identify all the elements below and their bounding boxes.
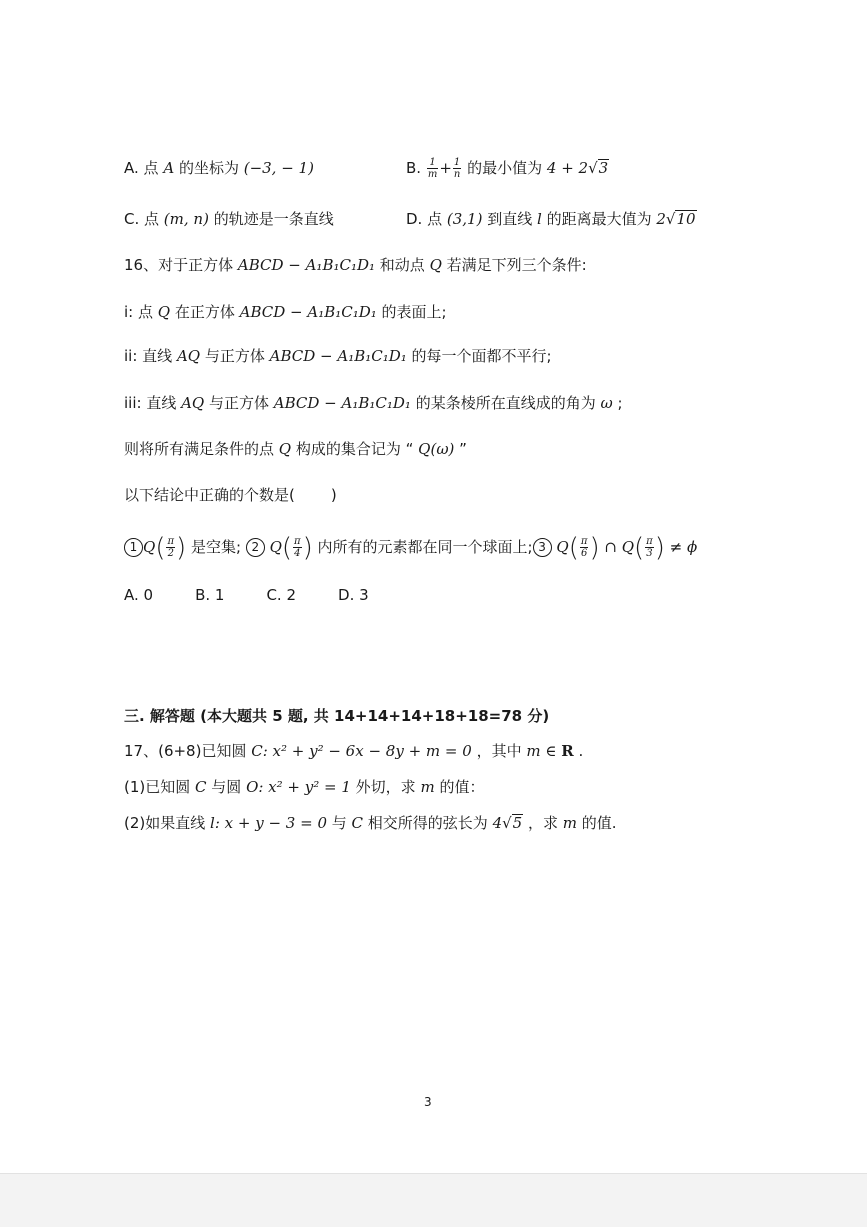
part-2-text: (2)如果直线: [124, 814, 211, 832]
condition-ii-label: ii: 直线: [124, 347, 177, 365]
sqrt-symbol: √: [588, 159, 598, 177]
left-paren: (: [155, 532, 166, 563]
fraction-pi-over-6: [580, 536, 589, 559]
choice-d: D. 3: [338, 586, 369, 604]
radicand: 10: [676, 210, 696, 228]
option-b: [406, 157, 609, 180]
statement-1-text: 是空集;: [186, 538, 246, 556]
point-3-1: (3,1): [446, 210, 483, 228]
circled-number-3: 3: [533, 538, 552, 557]
denominator: 3: [646, 548, 653, 559]
chord-length: 4: [492, 814, 503, 832]
point-a: A: [163, 159, 175, 177]
numerator: π: [580, 536, 588, 547]
radicand: 5: [512, 814, 523, 832]
option-a-text-2: 的坐标为: [174, 159, 244, 177]
q16-stem: [124, 254, 587, 276]
circle-c: C: [195, 778, 207, 796]
condition-iii-text: 与正方体: [204, 394, 274, 412]
statement-2-text: 内所有的元素都在同一个球面上;: [312, 538, 533, 556]
point-q: Q: [157, 303, 171, 321]
point-q: Q: [278, 440, 292, 458]
denominator: m: [427, 169, 438, 180]
q17-part-1: [124, 776, 484, 798]
option-c-text-2: 的轨迹是一条直线: [208, 210, 334, 228]
denominator: 6: [580, 548, 588, 559]
choice-c: C. 2: [266, 586, 297, 604]
denominator: 2: [167, 548, 174, 559]
option-a: [124, 157, 314, 179]
part-1-text-3: 外切，求: [350, 778, 421, 796]
line-aq: AQ: [176, 347, 201, 365]
condition-i-text-2: 的表面上;: [376, 303, 447, 321]
numerator: 1: [427, 157, 438, 169]
q17-stem: [124, 740, 583, 762]
variable-m: m: [526, 742, 541, 760]
set-text-3: ”: [454, 440, 467, 458]
condition-iii-text-2: 的某条棱所在直线成的角为: [410, 394, 601, 412]
point-q: Q: [556, 538, 569, 556]
option-c-label: C.: [124, 210, 145, 228]
point-q: Q: [269, 538, 282, 556]
option-d-text-2: 到直线: [482, 210, 537, 228]
choice-b: B. 1: [195, 586, 225, 604]
left-paren: (: [634, 532, 645, 563]
fraction-pi-over-3: [645, 536, 654, 559]
plus-sign: +: [439, 159, 452, 177]
numerator: π: [294, 536, 301, 547]
angle-omega: ω: [600, 394, 613, 412]
left-paren: (: [281, 532, 293, 563]
section-info: (本大题共 5 题, 共 14+14+14+18+18=78 分): [194, 707, 550, 725]
circle-o-equation: O: x² + y² = 1: [246, 778, 351, 796]
coordinate: (−3, − 1): [243, 159, 314, 177]
condition-iii-tail: ;: [612, 394, 623, 412]
q17-stem-text-2: ，其中: [471, 742, 527, 760]
left-paren: (: [568, 532, 579, 563]
q16-choices: [124, 584, 411, 606]
circled-number-2: 2: [246, 538, 265, 557]
point-q: Q: [621, 538, 635, 556]
min-value: 4 + 2: [546, 159, 589, 177]
part-1-text-2: 与圆: [206, 778, 247, 796]
variable-m: m: [562, 814, 577, 832]
not-empty: ≠ ϕ: [664, 538, 698, 556]
option-d-text: 点: [427, 210, 447, 228]
circle-c-equation: C: x² + y² − 6x − 8y + m = 0: [251, 742, 472, 760]
condition-i-text: 在正方体: [170, 303, 240, 321]
cube-name: ABCD − A₁B₁C₁D₁: [273, 394, 411, 412]
option-d-text-3: 的距离最大值为: [541, 210, 657, 228]
real-numbers: R: [561, 742, 574, 760]
q16-condition-i: [124, 301, 447, 323]
part-2-text-2: 与: [326, 814, 352, 832]
line-aq: AQ: [181, 394, 205, 412]
element-of: ∈: [540, 742, 562, 760]
set-text-2: 构成的集合记为 “: [291, 440, 419, 458]
fraction-1-over-n: [453, 157, 461, 180]
set-q-omega: Q(ω): [418, 440, 455, 458]
part-1-text-4: 的值：: [434, 778, 485, 796]
option-b-text: 的最小值为: [462, 159, 547, 177]
variable-m: m: [420, 778, 435, 796]
option-b-label: B.: [406, 159, 426, 177]
condition-ii-text: 与正方体: [200, 347, 270, 365]
choice-a: A. 0: [124, 586, 154, 604]
circled-number-1: 1: [124, 538, 143, 557]
option-a-label: A.: [124, 159, 144, 177]
q16-statements: [124, 534, 697, 561]
point-q: Q: [143, 538, 156, 556]
numerator: π: [167, 536, 175, 547]
section-3-header: [124, 705, 549, 727]
page-number: 3: [424, 1095, 432, 1109]
option-a-text: 点: [143, 159, 164, 177]
denominator: n: [453, 169, 461, 180]
option-c-text: 点: [144, 210, 164, 228]
q17-stem-end: .: [573, 742, 584, 760]
q16-condition-iii: [124, 392, 623, 414]
cube-name: ABCD − A₁B₁C₁D₁: [269, 347, 407, 365]
q16-stem-text-3: 若满足下列三个条件:: [441, 256, 587, 274]
part-2-text-5: 的值.: [577, 814, 617, 832]
section-title: 三. 解答题: [124, 707, 195, 725]
option-c: [124, 208, 334, 230]
condition-ii-text-2: 的每一个面都不平行;: [406, 347, 552, 365]
ask-text: 以下结论中正确的个数是(: [124, 486, 295, 504]
right-paren: ): [176, 532, 187, 563]
q16-stem-text-2: 和动点: [375, 256, 430, 274]
ask-close: ): [330, 486, 337, 504]
point-mn: (m, n): [163, 210, 209, 228]
point-q: Q: [429, 256, 442, 274]
radicand: 3: [598, 159, 609, 177]
right-paren: ): [302, 532, 313, 563]
page-bottom-margin: [0, 1173, 867, 1227]
cube-name: ABCD − A₁B₁C₁D₁: [239, 303, 377, 321]
option-d-label: D.: [406, 210, 428, 228]
fraction-pi-over-2: [166, 536, 175, 559]
q17-stem-text: 17、(6+8)已知圆: [124, 742, 252, 760]
right-paren: ): [654, 532, 665, 563]
set-text: 则将所有满足条件的点: [124, 440, 279, 458]
part-1-text: (1)已知圆: [124, 778, 196, 796]
q16-set-definition: [124, 438, 467, 460]
q16-ask: [124, 484, 337, 506]
condition-i-label: i: 点: [124, 303, 158, 321]
max-value: 2: [656, 210, 666, 228]
condition-iii-label: iii: 直线: [124, 394, 182, 412]
sqrt-symbol: √: [665, 210, 676, 228]
right-paren: ): [589, 532, 600, 563]
line-l-equation: l: x + y − 3 = 0: [210, 814, 327, 832]
numerator: 1: [453, 157, 461, 168]
q17-part-2: [124, 812, 617, 834]
fraction-1-over-m: [427, 157, 438, 180]
part-2-text-4: ，求: [523, 814, 563, 832]
denominator: 4: [294, 548, 301, 559]
q16-stem-text: 16、对于正方体: [124, 256, 238, 274]
cube-name: ABCD − A₁B₁C₁D₁: [237, 256, 376, 274]
numerator: π: [646, 536, 653, 547]
fraction-pi-over-4: [293, 536, 302, 559]
circle-c: C: [351, 814, 364, 832]
sqrt-symbol: √: [502, 814, 512, 832]
line-l: l: [536, 210, 542, 228]
intersection-symbol: ∩: [599, 538, 622, 556]
option-d: [406, 208, 697, 230]
q16-condition-ii: [124, 345, 552, 367]
part-2-text-3: 相交所得的弦长为: [363, 814, 493, 832]
